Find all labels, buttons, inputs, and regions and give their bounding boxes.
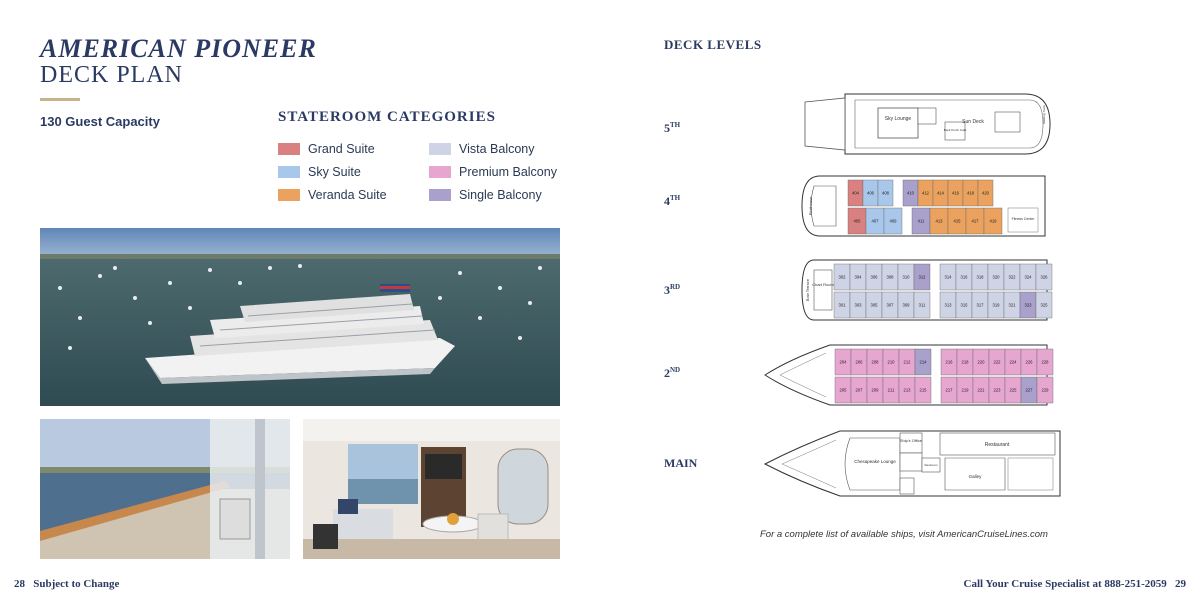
stateroom-number: 406 bbox=[867, 190, 874, 196]
legend-label: Veranda Suite bbox=[308, 188, 387, 202]
stateroom-number: 220 bbox=[977, 359, 985, 365]
stateroom-number: 209 bbox=[871, 387, 879, 393]
stateroom-categories-title: STATEROOM CATEGORIES bbox=[278, 109, 496, 125]
stateroom-number: 411 bbox=[917, 218, 925, 224]
stateroom-number: 307 bbox=[886, 302, 894, 308]
legend-swatch bbox=[278, 189, 300, 201]
stateroom-number: 414 bbox=[937, 190, 944, 196]
stateroom-number: 325 bbox=[1040, 302, 1048, 308]
legend-swatch bbox=[429, 189, 451, 201]
bow-terrace-label: Bow Terrace bbox=[805, 278, 810, 302]
stateroom-number: 314 bbox=[944, 274, 952, 280]
stateroom-number: 210 bbox=[887, 359, 895, 365]
deck-3-plan bbox=[800, 256, 1060, 324]
legend-swatch bbox=[278, 143, 300, 155]
ships-office-label: Ship's Office bbox=[899, 438, 923, 443]
sun-deck-label: Sun Deck bbox=[962, 119, 984, 125]
deck-2-bottom-rooms bbox=[835, 377, 1053, 403]
stateroom-number: 319 bbox=[992, 302, 1000, 308]
legend-swatch bbox=[429, 166, 451, 178]
stateroom-number: 326 bbox=[1040, 274, 1048, 280]
stateroom-number: 418 bbox=[967, 190, 974, 196]
stateroom-number: 413 bbox=[935, 218, 943, 224]
galley-label: Galley bbox=[968, 474, 982, 479]
stateroom-number: 222 bbox=[993, 359, 1001, 365]
deck-plan-subtitle: DECK PLAN bbox=[40, 62, 184, 88]
deck-label-main: MAIN bbox=[664, 456, 698, 470]
footnote: For a complete list of available ships, visit AmericanCruiseLines.com bbox=[760, 529, 1048, 540]
legend-label: Single Balcony bbox=[459, 188, 542, 202]
stateroom-number: 410 bbox=[907, 190, 914, 196]
stateroom-number: 226 bbox=[1025, 359, 1033, 365]
stateroom-number: 205 bbox=[839, 387, 847, 393]
lounge-label: Chesapeake Lounge bbox=[854, 459, 896, 464]
ship-name-title: AMERICAN PIONEER bbox=[40, 34, 317, 63]
stateroom-number: 206 bbox=[855, 359, 863, 365]
legend-veranda-suite bbox=[278, 188, 387, 202]
footer-left: 28 Subject to Change bbox=[14, 578, 120, 590]
stateroom-number: 302 bbox=[838, 274, 846, 280]
stateroom-number: 416 bbox=[952, 190, 959, 196]
legend-swatch bbox=[278, 166, 300, 178]
stateroom-number: 417 bbox=[971, 218, 979, 224]
balcony-photo bbox=[40, 419, 290, 559]
stateroom-number: 225 bbox=[1009, 387, 1017, 393]
legend-single-balcony bbox=[429, 188, 542, 202]
stateroom-number: 215 bbox=[919, 387, 927, 393]
restroom-label: Restroom bbox=[924, 463, 938, 467]
sky-lounge-label: Sky Lounge bbox=[884, 116, 912, 122]
title-divider bbox=[40, 98, 80, 101]
main-deck-plan bbox=[760, 428, 1065, 500]
ship-harbor-photo bbox=[40, 228, 560, 406]
deck-label-4th: 4TH bbox=[664, 194, 681, 208]
stateroom-number: 303 bbox=[854, 302, 862, 308]
legend-premium-balcony bbox=[429, 165, 557, 179]
stateroom-number: 407 bbox=[871, 218, 879, 224]
pilothouse-label: Pilothouse bbox=[808, 196, 813, 216]
stateroom-number: 409 bbox=[889, 218, 897, 224]
stateroom-number: 308 bbox=[886, 274, 894, 280]
stateroom-number: 223 bbox=[993, 387, 1001, 393]
stateroom-number: 320 bbox=[992, 274, 1000, 280]
stateroom-number: 301 bbox=[838, 302, 846, 308]
stateroom-number: 304 bbox=[854, 274, 862, 280]
stateroom-number: 324 bbox=[1024, 274, 1032, 280]
deck-2-top-rooms bbox=[835, 349, 1053, 375]
stateroom-number: 310 bbox=[902, 274, 910, 280]
stateroom-number: 313 bbox=[944, 302, 952, 308]
stateroom-number: 224 bbox=[1009, 359, 1017, 365]
legend-label: Vista Balcony bbox=[459, 142, 535, 156]
legend-label: Premium Balcony bbox=[459, 165, 557, 179]
stateroom-number: 321 bbox=[1008, 302, 1016, 308]
stateroom-number: 405 bbox=[853, 218, 861, 224]
stateroom-number: 214 bbox=[919, 359, 927, 365]
stateroom-number: 212 bbox=[903, 359, 911, 365]
stateroom-number: 211 bbox=[887, 387, 895, 393]
stateroom-number: 213 bbox=[903, 387, 911, 393]
deck-5-plan bbox=[800, 90, 1060, 158]
stateroom-number: 404 bbox=[852, 190, 859, 196]
deck-2-plan bbox=[760, 341, 1060, 409]
stateroom-number: 306 bbox=[870, 274, 878, 280]
stateroom-number: 315 bbox=[960, 302, 968, 308]
stateroom-number: 228 bbox=[1041, 359, 1049, 365]
stateroom-number: 312 bbox=[918, 274, 926, 280]
stateroom-number: 318 bbox=[976, 274, 984, 280]
stateroom-number: 208 bbox=[871, 359, 879, 365]
deck-4-bottom-rooms bbox=[848, 208, 1002, 234]
deck-4-top-rooms bbox=[848, 180, 993, 206]
stateroom-number: 322 bbox=[1008, 274, 1016, 280]
legend-grand-suite bbox=[278, 142, 375, 156]
stateroom-number: 217 bbox=[945, 387, 953, 393]
stateroom-number: 227 bbox=[1025, 387, 1033, 393]
stateroom-number: 221 bbox=[977, 387, 985, 393]
fitness-center-label: Fitness Center bbox=[1011, 217, 1035, 221]
stateroom-number: 218 bbox=[961, 359, 969, 365]
deck-3-top-rooms bbox=[834, 264, 1052, 290]
stateroom-number: 309 bbox=[902, 302, 910, 308]
legend-sky-suite bbox=[278, 165, 361, 179]
stateroom-number: 317 bbox=[976, 302, 984, 308]
stateroom-number: 420 bbox=[982, 190, 989, 196]
deck-3-bottom-rooms bbox=[834, 292, 1052, 318]
guest-capacity: 130 Guest Capacity bbox=[40, 114, 160, 129]
stateroom-number: 419 bbox=[989, 218, 997, 224]
stateroom-number: 216 bbox=[945, 359, 953, 365]
cafe-label: Back Porch Café bbox=[943, 128, 967, 132]
walking-track-label: Walking Track bbox=[1042, 105, 1046, 124]
restaurant-label: Restaurant bbox=[984, 442, 1010, 448]
deck-4-plan bbox=[800, 172, 1060, 240]
deck-label-2nd: 2ND bbox=[664, 366, 681, 380]
stateroom-number: 323 bbox=[1024, 302, 1032, 308]
stateroom-number: 219 bbox=[961, 387, 969, 393]
stateroom-number: 204 bbox=[839, 359, 847, 365]
legend-vista-balcony bbox=[429, 142, 535, 156]
legend-swatch bbox=[429, 143, 451, 155]
stateroom-number: 316 bbox=[960, 274, 968, 280]
chart-room-label: Chart Room bbox=[812, 282, 834, 287]
stateroom-number: 408 bbox=[882, 190, 889, 196]
stateroom-number: 305 bbox=[870, 302, 878, 308]
stateroom-interior-photo bbox=[303, 419, 560, 559]
deck-levels-title: DECK LEVELS bbox=[664, 37, 762, 52]
legend-label: Sky Suite bbox=[308, 165, 361, 179]
stateroom-number: 412 bbox=[922, 190, 929, 196]
deck-label-3rd: 3RD bbox=[664, 283, 681, 297]
stateroom-number: 229 bbox=[1041, 387, 1049, 393]
stateroom-number: 207 bbox=[855, 387, 863, 393]
stateroom-number: 311 bbox=[918, 302, 926, 308]
footer-right: Call Your Cruise Specialist at 888-251-2059 29 bbox=[963, 578, 1186, 590]
deck-label-5th: 5TH bbox=[664, 121, 681, 135]
legend-label: Grand Suite bbox=[308, 142, 375, 156]
stateroom-number: 415 bbox=[953, 218, 961, 224]
